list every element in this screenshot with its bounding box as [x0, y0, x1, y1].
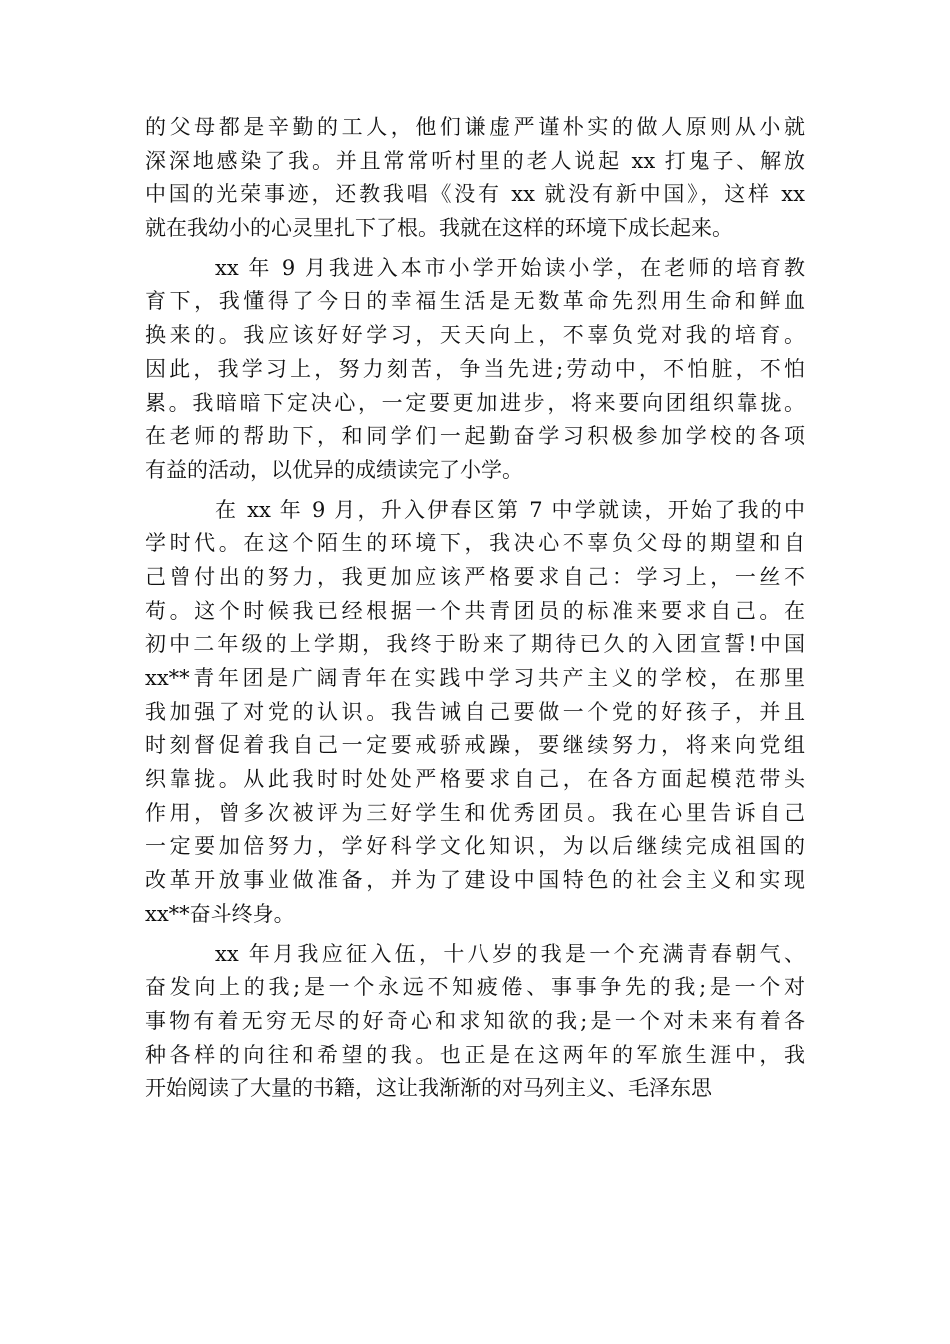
- text-line: 奋发向上的我;是一个永远不知疲倦、事事争先的我;是一个对: [145, 975, 805, 1000]
- text-line: 累。我暗暗下定决心，一定要更加进步，将来要向团组织靠拢。: [145, 390, 805, 415]
- text-line: 改革开放事业做准备，并为了建设中国特色的社会主义和实现: [145, 868, 805, 893]
- text-line: 作用，曾多次被评为三好学生和优秀团员。我在心里告诉自己: [145, 800, 805, 825]
- text-line: 开始阅读了大量的书籍，这让我渐渐的对马列主义、毛泽东思: [145, 1076, 712, 1101]
- paragraph: [145, 111, 805, 246]
- text-line: 种各样的向往和希望的我。也正是在这两年的军旅生涯中，我: [145, 1042, 805, 1067]
- text-line: 在 xx 年 9 月，升入伊春区第 7 中学就读，开始了我的中: [215, 497, 805, 522]
- text-line: xx**青年团是广阔青年在实践中学习共产主义的学校，在那里: [145, 666, 805, 690]
- text-line: xx 年 9 月我进入本市小学开始读小学，在老师的培育教: [215, 255, 805, 280]
- paragraph: [145, 252, 805, 488]
- text-line: 就在我幼小的心灵里扎下了根。我就在这样的环境下成长起来。: [145, 216, 733, 241]
- text-line: 苟。这个时候我已经根据一个共青团员的标准来要求自己。在: [145, 598, 805, 623]
- text-line: 育下，我懂得了今日的幸福生活是无数革命先烈用生命和鲜血: [145, 289, 805, 314]
- paragraph: [145, 938, 805, 1106]
- document-body: [145, 111, 805, 1112]
- text-line: 初中二年级的上学期，我终于盼来了期待已久的入团宣誓!中国: [145, 632, 805, 657]
- text-line: 我加强了对党的认识。我告诫自己要做一个党的好孩子，并且: [145, 699, 805, 724]
- text-line: 己曾付出的努力，我更加应该严格要求自己：学习上，一丝不: [145, 564, 805, 589]
- paragraph: [145, 494, 805, 932]
- text-line: 的父母都是辛勤的工人，他们谦虚严谨朴实的做人原则从小就: [145, 115, 805, 139]
- text-line: 事物有着无穷无尽的好奇心和求知欲的我;是一个对未来有着各: [145, 1008, 805, 1033]
- text-line: 中国的光荣事迹，还教我唱《没有 xx 就没有新中国》，这样 xx: [145, 182, 805, 207]
- text-line: 织靠拢。从此我时时处处严格要求自己，在各方面起模范带头: [145, 767, 805, 792]
- text-line: xx 年月我应征入伍，十八岁的我是一个充满青春朝气、: [215, 941, 805, 966]
- text-line: 在老师的帮助下，和同学们一起勤奋学习积极参加学校的各项: [145, 424, 805, 449]
- text-line: 有益的活动，以优异的成绩读完了小学。: [145, 457, 523, 482]
- text-line: xx**奋斗终身。: [145, 901, 295, 926]
- text-line: 因此，我学习上，努力刻苦，争当先进;劳动中，不怕脏，不怕: [145, 356, 805, 381]
- text-line: 深深地感染了我。并且常常听村里的老人说起 xx 打鬼子、解放: [145, 148, 805, 173]
- text-line: 时刻督促着我自己一定要戒骄戒躁，要继续努力，将来向党组: [145, 733, 805, 758]
- text-line: 学时代。在这个陌生的环境下，我决心不辜负父母的期望和自: [145, 531, 805, 556]
- text-line: 一定要加倍努力，学好科学文化知识，为以后继续完成祖国的: [145, 834, 805, 859]
- text-line: 换来的。我应该好好学习，天天向上，不辜负党对我的培育。: [145, 323, 805, 348]
